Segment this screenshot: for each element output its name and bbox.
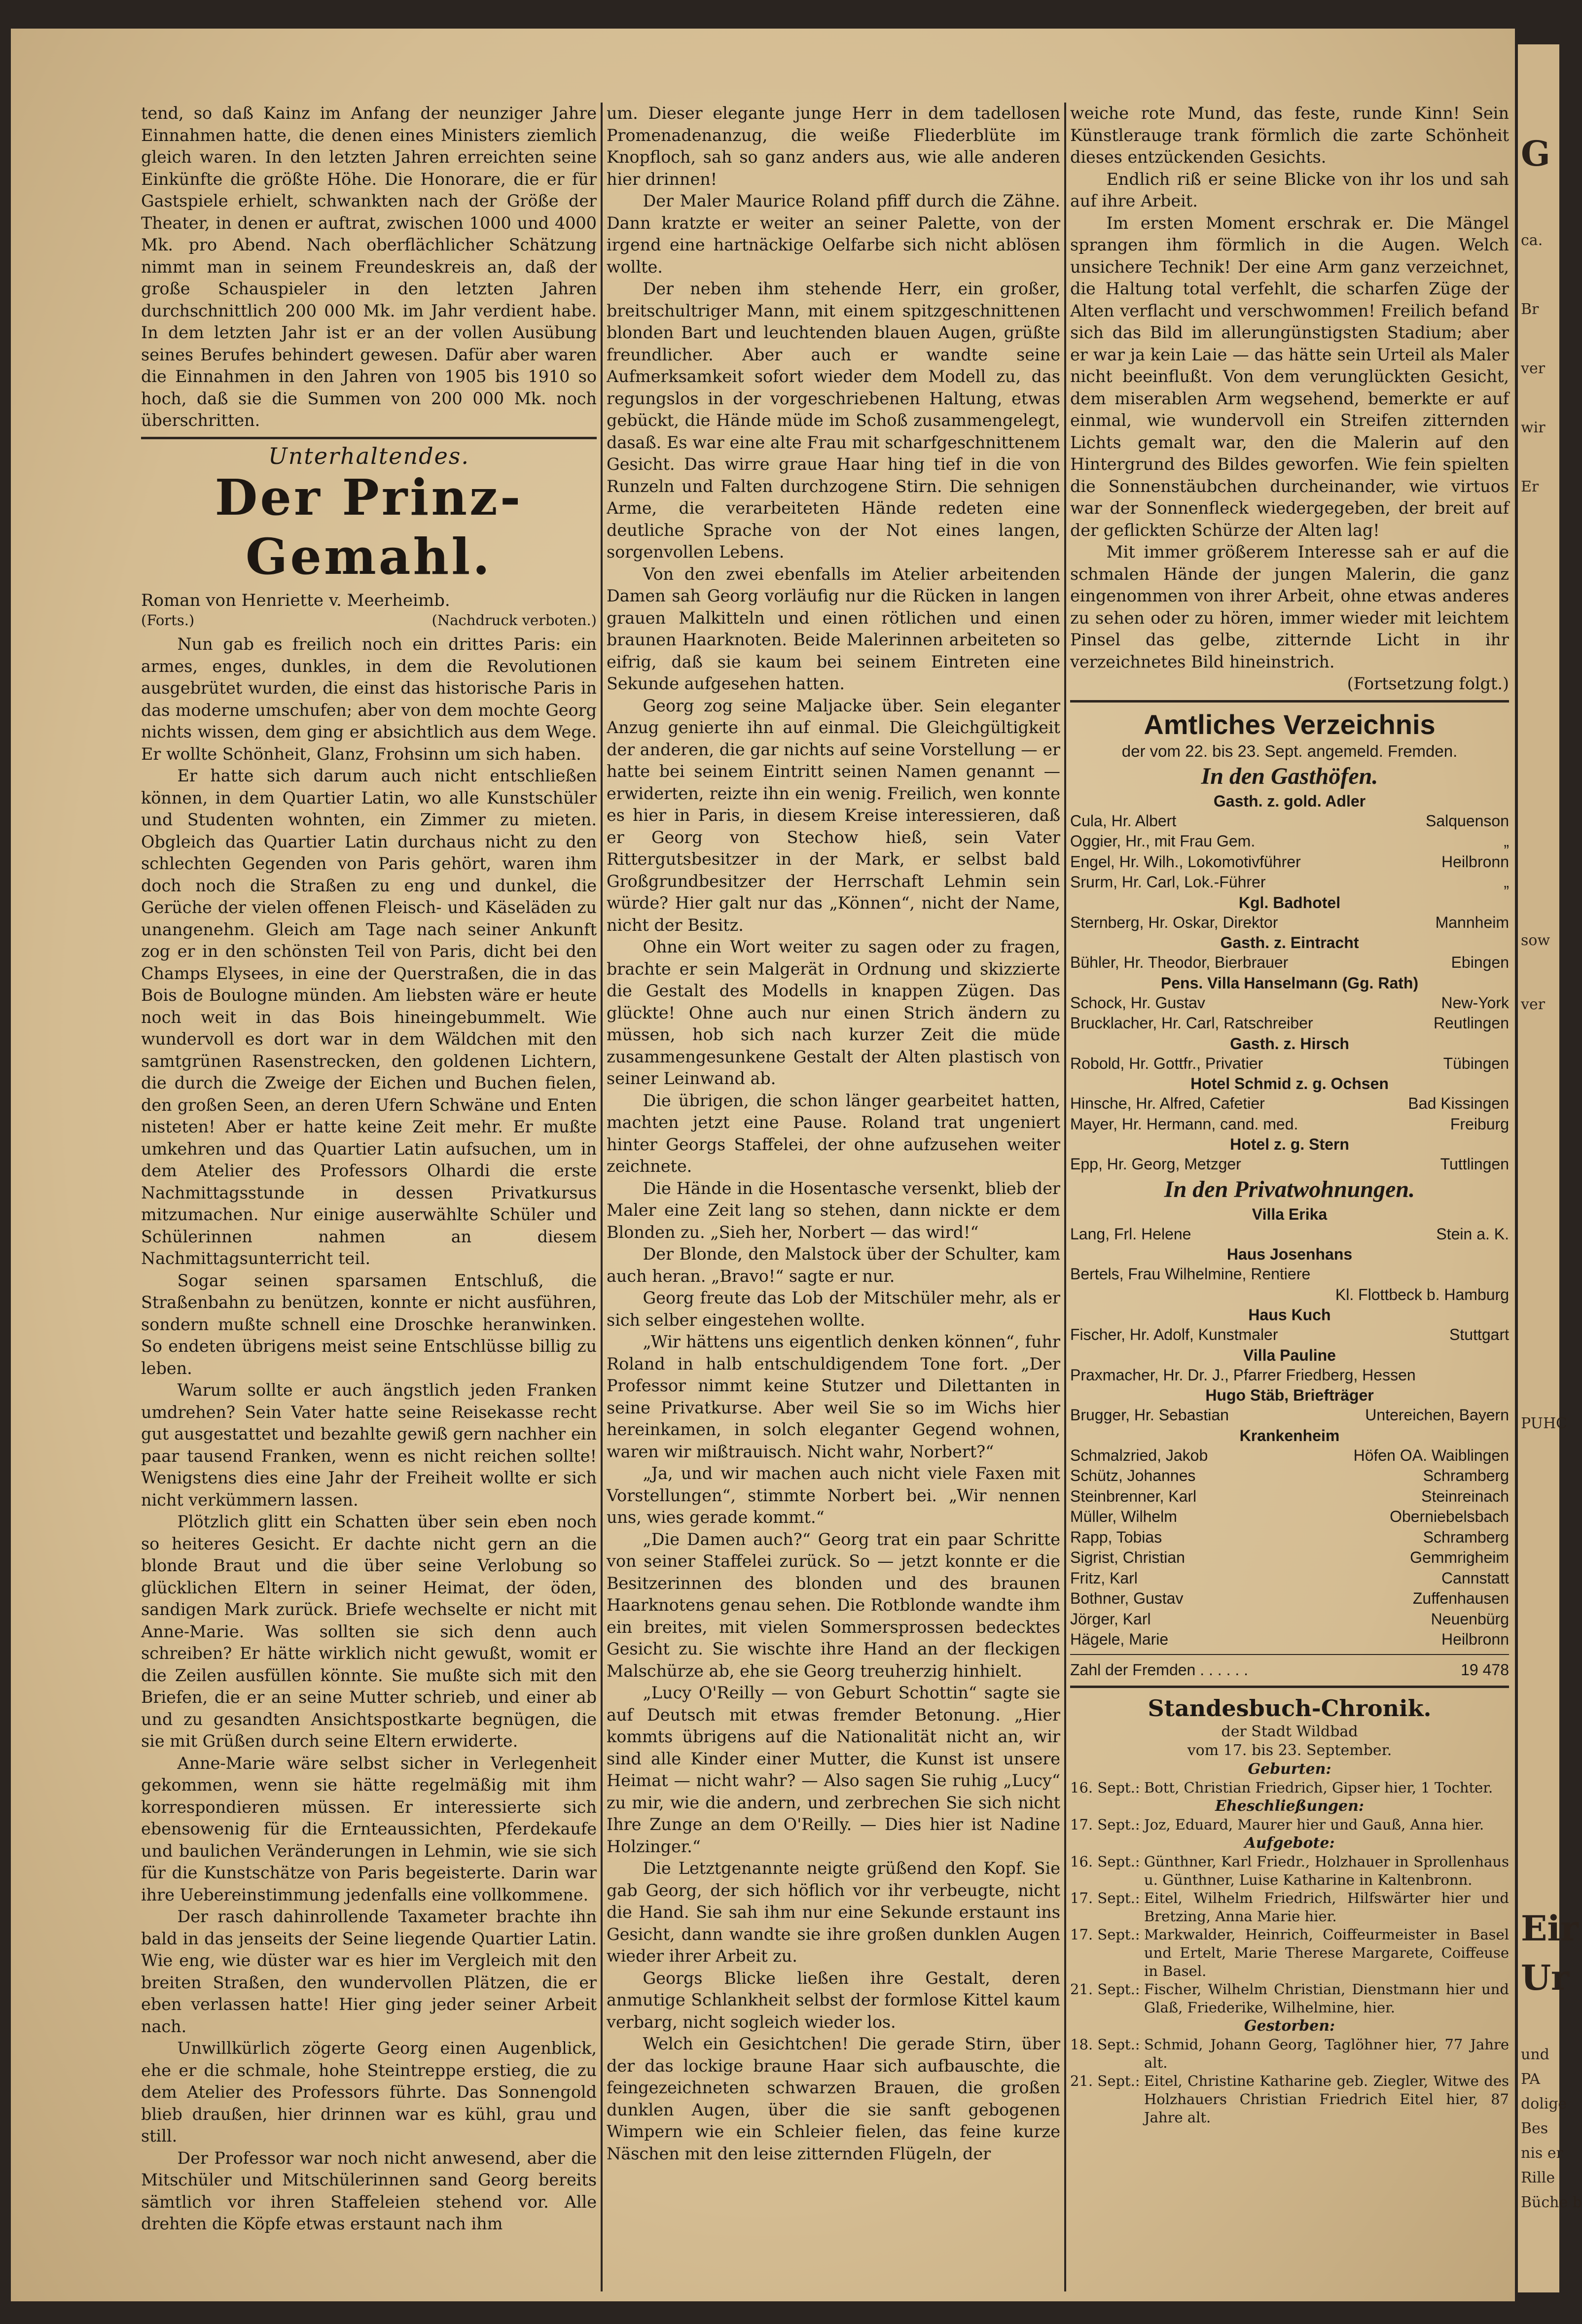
section-divider [1070,700,1509,703]
entry-date: 16. Sept.: [1070,1853,1140,1870]
register-hotel-name: Villa Erika [1252,1205,1328,1223]
guest-name: Schütz, Johannes [1070,1467,1196,1484]
register-row [1070,1224,1509,1245]
register-row [1070,1629,1509,1650]
paragraph: „Wir hättens uns eigentlich denken können“, fuhr Roland in halb entschuldigendem Tone fort. „Der Professor nimmt keine Stutzer und Dilettanten in seine Privatkurse. Aber weil Sie so im Wichs hier hereinkamen, in solch eleganter Gegend wohnen, waren wir mißtrauisch. Nicht wahr, Norbert?“ [607,1332,1060,1461]
adjacent-page-fragment: wir [1521,419,1546,436]
chronicle-entry [1070,1889,1509,1926]
paragraph: Der Blonde, den Malstock über der Schulter, kam auch heran. „Bravo!“ sagte er nur. [607,1244,1060,1286]
guest-origin: Gemmrigheim [1410,1549,1509,1566]
chronicle-entry [1070,1980,1509,2017]
guest-name: Sternberg, Hr. Oskar, Direktor [1070,913,1278,931]
adjacent-page-edge [1518,44,1582,2292]
guest-name: Mayer, Hr. Hermann, cand. med. [1070,1115,1298,1133]
guest-name: Fritz, Karl [1070,1569,1138,1587]
register-hotel-name: Krankenheim [1239,1426,1340,1444]
register-private-list [1070,1204,1509,1650]
paragraph: Er hatte sich darum auch nicht entschließen können, in dem Quartier Latin, wo alle Kunstschüler und Studenten wohnten, ein Zimmer zu mieten. Obgleich das Quartier Latin durchaus nicht zu den schlechten Gegenden von Paris gehört, waren ihm doch noch die Straßen zu eng und dunkel, die Gerüche der vielen offenen Fleisch- und Käseläden zu unangenehm. Gleich am Tage nach seiner Ankunft zog er in den schönsten Teil von Paris, dicht bei den Champs Elysees, in eine der Querstraßen, die in das Bois de Boulogne münden. Am liebsten wäre er heute noch weit in das Bois hineingebummelt. Wie wundervoll es dort war in dem Wäldchen mit den samtgrünen Rasenstrecken, den goldenen Lichtern, die durch die Zweige der Eichen und Buchen fielen, den großen Seen, an deren Ufern Schwäne und Enten nisteten! Aber er hatte keine Zeit mehr. Er mußte umkehren und das Quartier Latin aufsuchen, um in dem Atelier des Professors Olhardi die erste Nachmittagsstunde in dessen Privatkursus mitzumachen. Nur einige auserwählte Schüler und Schülerinnen nahmen an diesem Nachmittagsunterricht teil. [141,766,597,1268]
guest-name: Bühler, Hr. Theodor, Bierbrauer [1070,953,1289,971]
register-hotel-list [1070,791,1509,1175]
guest-name: Oggier, Hr., mit Frau Gem. [1070,832,1256,850]
paragraph: Ohne ein Wort weiter zu sagen oder zu fragen, brachte er sein Malgerät in Ordnung und skizzierte die Gestalt des Modells in knappen Zügen. Das glückte! Ohne auch nur einen Strich ändern zu müssen, hob sich nach kurzer Zeit die müde zusammengesunkene Gestalt der Alten plastisch von seiner Leinwand ab. [607,937,1060,1088]
civil-registry-chronicle [1070,1694,1509,2127]
paragraph: tend, so daß Kainz im Anfang der neunziger Jahre Einnahmen hatte, die denen eines Ministers ziemlich gleich waren. In den letzten Jahren erreichten seine Einkünfte die größte Höhe. Die Honorare, die er für Gastspiele erhielt, schwankten nach der Größe der Theater, in denen er auftrat, zwischen 1000 und 4000 Mk. pro Abend. Nach oberflächlicher Schätzung nimmt man in seinem Freundeskreis an, daß der große Schauspieler in den letzten Jahren durchschnittlich 200 000 Mk. im Jahr verdient habe. In dem letzten Jahr ist er an der vollen Ausübung seines Berufes behindert gewesen. Dafür aber waren die Einnahmen in den Jahren von 1905 bis 1910 so hoch, daß sie die Summen von 200 000 Mk. noch überschritten. [141,104,597,430]
entry-text: Eitel, Wilhelm Friedrich, Hilfswärter hier und Bretzing, Anna Marie hier. [1144,1889,1509,1925]
guest-name: Cula, Hr. Albert [1070,811,1177,830]
divider [1070,1654,1509,1655]
adjacent-page-fragment: Br [1521,301,1539,318]
paragraph: Georg freute das Lob der Mitschüler mehr, als er sich selber eingestehen wollte. [607,1288,1060,1330]
paragraph: „Die Damen auch?“ Georg trat ein paar Schritte von seiner Staffelei zurück. So — jetzt konnte er die Besitzerinnen des blonden und des braunen Haarknotens genau sehen. Die Rotblonde wandte ihm ein breites, mit vielen Sommersprossen bedecktes Gesicht zu. Sie wischte ihre Hand an der fleckigen Malschürze ab, ehe sie Georg treuherzig hinhielt. [607,1529,1060,1681]
register-hotel-name: Gasth. z. Eintracht [1220,934,1359,951]
entry-text: Joz, Eduard, Maurer hier und Gauß, Anna hier. [1144,1816,1484,1833]
guest-name: Engel, Hr. Wilh., Lokomotivführer [1070,852,1301,871]
story-byline: Roman von Henriette v. Meerheimb. [141,591,450,610]
guest-name: Steinbrenner, Karl [1070,1487,1197,1505]
register-row [1070,1548,1509,1568]
entry-date: 16. Sept.: [1070,1779,1140,1796]
adjacent-page-fragment: ca. [1521,232,1543,249]
entry-text: Fischer, Wilhelm Christian, Dienstmann hier und Glaß, Friederike, Wilhelmine, hier. [1144,1980,1509,2016]
guest-name: Jörger, Karl [1070,1610,1151,1628]
guest-name: Fischer, Hr. Adolf, Kunstmaler [1070,1326,1278,1343]
adjacent-page-fragment: G [1521,133,1550,174]
entry-date: 17. Sept.: [1070,1926,1140,1943]
register-row [1070,1013,1509,1034]
guest-origin: Neuenbürg [1431,1610,1509,1628]
register-row [1070,1486,1509,1507]
guest-origin: New-York [1441,993,1509,1012]
register-hotel-name: Haus Kuch [1248,1306,1331,1324]
story-text [607,190,1060,2165]
register-hotel-name: Gasth. z. gold. Adler [1213,792,1366,810]
guest-name: Lang, Frl. Helene [1070,1225,1191,1243]
continued-note: (Forts.) [141,612,195,629]
register-row [1070,831,1509,852]
register-hotel-name: Hugo Stäb, Briefträger [1205,1386,1374,1404]
guest-origin: Salquenson [1425,811,1509,830]
paragraph: Der neben ihm stehende Herr, ein großer, breitschultriger Mann, mit einem spitzgeschnittenen blonden Bart und leuchtenden blauen Augen, grüßte freundlicher. Aber auch er wandte seine Aufmerksamkeit sofort wieder dem Modell zu, das regungslos in der vorgeschriebenen Haltung, etwas gebückt, die Hände müde im Schoß zusammengelegt, dasaß. Es war eine alte Frau mit scharfgeschnittenem Gesicht. Das wirre graue Haar hing tief in die von Runzeln und Falten durchzogene Stirn. Die sehnigen Arme, die verarbeiteten Hände redeten eine deutliche Sprache von der Not eines langen, sorgenvollen Lebens. [607,279,1060,562]
register-row [1070,993,1509,1014]
paragraph: Der Professor war noch nicht anwesend, aber die Mitschüler und Mitschülerinnen sand Georg bereits sämtlich vor ihren Staffeleien stehend vor. Alle drehten die Köpfe etwas erstaunt nach ihm [141,2148,597,2233]
adjacent-page-fragment: ver [1521,996,1546,1013]
register-row [1070,852,1509,873]
guest-origin: Tuttlingen [1440,1155,1509,1173]
register-hotel-name: Haus Josenhans [1226,1245,1353,1263]
entry-text: Markwalder, Heinrich, Coiffeurmeister in Basel und Ertelt, Marie Therese Margarete, Coiffeuse in Basel. [1144,1926,1509,1979]
register-hotel-name: Hotel z. g. Stern [1230,1135,1349,1153]
adjacent-page-fragment: sow [1521,932,1550,949]
paragraph: Der rasch dahinrollende Taxameter brachte ihn bald in das jenseits der Seine liegende Quartier Latin. Wie eng, wie düster war es hier im Vergleich mit den breiten Straßen, den wundervollen Plätzen, die er eben verlassen hatte! Hier ging jeder seiner Arbeit nach. [141,1907,597,2036]
register-row [1070,1609,1509,1630]
guest-name: Müller, Wilhelm [1070,1508,1177,1525]
register-row [1070,811,1509,832]
paragraph: Sogar seinen sparsamen Entschluß, die Straßenbahn zu benützen, konnte er nicht ausführen, sondern mußte schnell eine Droschke heranwinken. So endeten übrigens meist seine Entschlüsse billig zu leben. [141,1270,597,1378]
guest-origin: Freiburg [1450,1115,1509,1133]
chronicle-sections [1070,1760,1509,2127]
register-row [1070,1285,1509,1305]
chronicle-subtitle: der Stadt Wildbad [1221,1723,1358,1740]
paragraph: Endlich riß er seine Blicke von ihr los und sah auf ihre Arbeit. [1070,169,1509,211]
register-hotel-name: Villa Pauline [1243,1346,1336,1364]
adjacent-page-fragment: Büche b [1521,2194,1582,2211]
guest-name: Bothner, Gustav [1070,1589,1184,1607]
paragraph: Der Maler Maurice Roland pfiff durch die Zähne. Dann kratzte er weiter an seiner Palette, von der irgend eine hartnäckige Oelfarbe sich nicht ablösen wollte. [607,191,1060,277]
paragraph: Nun gab es freilich noch ein drittes Paris: ein armes, enges, dunkles, in dem die Revolutionen ausgebrütet wurden, die einst das historische Paris in das moderne umschufen; aber von dem mochte Georg nichts wissen, dem ging er absichtlich aus dem Wege. Er wollte Schönheit, Glanz, Frohsinn um sich haben. [141,634,597,764]
newspaper-page [11,29,1515,2301]
register-title: Amtliches Verzeichnis [1144,708,1436,740]
byline-notes [141,611,597,630]
entry-date: 18. Sept.: [1070,2036,1140,2053]
continued-note: (Fortsetzung folgt.) [1347,674,1509,693]
register-row [1070,1054,1509,1074]
adjacent-page-fragment: Bes [1521,2120,1548,2137]
section-divider [1070,1686,1509,1688]
guest-origin: „ [1504,832,1509,850]
adjacent-page-fragment: Rille [1521,2169,1555,2186]
story-title: Der Prinz-Gemahl. [215,468,523,586]
register-row [1070,1325,1509,1345]
register-row [1070,1154,1509,1175]
adjacent-page-fragment: PA [1521,2071,1541,2088]
paragraph: um. Dieser elegante junge Herr in dem tadellosen Promenadenanzug, die weiße Fliederblüte im Knopfloch, sah so ganz anders aus, wie alle anderen hier drinnen! [607,104,1060,189]
column-1 [141,103,597,2235]
register-hotel-name: Pens. Villa Hanselmann (Gg. Rath) [1160,974,1419,992]
register-row [1070,1466,1509,1486]
guest-name: Hägele, Marie [1070,1630,1169,1648]
adjacent-page-fragment: Ur [1521,1957,1569,1998]
article-continuation [141,103,597,432]
guest-origin: Kl. Flottbeck b. Hamburg [1335,1285,1509,1303]
paragraph: weiche rote Mund, das feste, runde Kinn! Sein Künstlerauge trank förmlich die zarte Schönheit dieses entzückenden Gesichts. [1070,104,1509,167]
register-hotel-name: Gasth. z. Hirsch [1230,1034,1349,1053]
section-label: Unterhaltendes. [268,442,470,469]
chronicle-category: Geburten: [1248,1760,1331,1778]
chronicle-category: Eheschließungen: [1215,1797,1364,1815]
adjacent-page-fragment: Er [1521,478,1539,495]
guest-origin: Oberniebelsbach [1390,1508,1509,1525]
guest-name: Sigrist, Christian [1070,1549,1185,1566]
column-rule [601,103,603,2291]
register-row [1070,872,1509,893]
register-row [1070,1114,1509,1135]
copyright-note: (Nachdruck verboten.) [431,612,597,629]
column-2 [607,103,1060,2165]
chronicle-title: Standesbuch-Chronik. [1148,1694,1432,1722]
adjacent-page-fragment: dolige [1521,2095,1567,2113]
guest-name: Brucklacher, Hr. Carl, Ratschreiber [1070,1014,1313,1032]
entry-text: Schmid, Johann Georg, Taglöhner hier, 77 Jahre alt. [1144,2036,1509,2071]
guest-origin: Zuffenhausen [1412,1589,1509,1607]
guest-name: Epp, Hr. Georg, Metzger [1070,1155,1241,1173]
paragraph: Im ersten Moment erschrak er. Die Mängel sprangen ihm förmlich in die Augen. Welch unsichere Technik! Der eine Arm ganz verzeichnet, die Haltung total verfehlt, die scharfen Züge der Alten verflacht und verschwommen! Freilich befand sich das Bild im allerungünstigsten Stadium; aber er war ja kein Laie — das hätte sein Urteil als Maler nicht beeinflußt. Von dem verunglückten Gesicht, dem miserablen Arm wegsehend, bemerkte er auf einmal, wie wundervoll ein Streifen zitternden Lichts gemalt war, den die Malerin auf den Hintergrund des Bildes geworfen. Wie fein spielten die Sonnenstäubchen durcheinander, wie virtuos war der Sonnenfleck wiedergegeben, der breit auf der geflickten Schürze der Alten lag! [1070,213,1509,540]
entry-text: Eitel, Christine Katharine geb. Ziegler, Witwe des Holzhauers Christian Friedrich Eitel hier, 87 Jahre alt. [1144,2072,1509,2126]
adjacent-page-fragment: nis er [1521,2145,1563,2162]
paragraph: Die übrigen, die schon länger gearbeitet hatten, machten jetzt eine Pause. Roland trat ungeniert hinter Georgs Staffelei, der ohne aufzusehen weiter zeichnete. [607,1091,1060,1176]
guest-name: Praxmacher, Hr. Dr. J., Pfarrer Friedberg, Hessen [1070,1366,1416,1384]
register-row [1070,1588,1509,1609]
register-group-hotels: In den Gasthöfen. [1201,763,1378,789]
entry-date: 21. Sept.: [1070,2072,1140,2089]
register-hotel-name: Hotel Schmid z. g. Ochsen [1190,1075,1389,1092]
paragraph: „Ja, und wir machen auch nicht viele Faxen mit Vorstellungen“, stimmte Norbert bei. „Wir nennen uns, wies gerade kommt.“ [607,1464,1060,1527]
chronicle-entry [1070,1816,1509,1834]
chronicle-category: Aufgebote: [1244,1834,1335,1852]
paragraph: Von den zwei ebenfalls im Atelier arbeitenden Damen sah Georg vorläufig nur die Rücken in langen grauen Malkitteln und einen rötlichen und einen braunen Haarknoten. Beide Malerinnen arbeiteten so eifrig, daß sie kaum bei seinem Eintreten eine Sekunde aufgesehen hatten. [607,564,1060,693]
guest-origin: „ [1504,873,1509,891]
guest-origin: Ebingen [1451,953,1509,971]
guest-origin: Höfen OA. Waiblingen [1353,1446,1509,1464]
guest-register [1070,708,1509,1681]
guest-name: Srurm, Hr. Carl, Lok.-Führer [1070,873,1266,891]
register-hotel-name: Kgl. Badhotel [1238,893,1341,912]
register-row [1070,1445,1509,1466]
guest-name: Rapp, Tobias [1070,1528,1162,1546]
paragraph: Unwillkürlich zögerte Georg einen Augenblick, ehe er die schmale, hohe Steintreppe erstieg, die zu dem Atelier des Professors führte. Das Sonnengold blieb draußen, hier drinnen war es kühl, grau und still. [141,2039,597,2146]
paragraph: Warum sollte er auch ängstlich jeden Franken umdrehen? Sein Vater hatte seine Reisekasse recht gut ausgestattet und bezahlte gewiß gern nachher ein paar tausend Franken, wenn es nicht reichen sollte! Wenigstens dies eine Jahr der Freiheit wollte er sich nicht verkümmern lassen. [141,1380,597,1510]
register-group-private: In den Privatwohnungen. [1164,1176,1415,1202]
entry-date: 21. Sept.: [1070,1980,1140,1998]
entry-text: Günthner, Karl Friedr., Holzhauer in Sprollenhaus u. Günthner, Luise Katharine in Kaltenbronn. [1144,1853,1509,1888]
guest-origin: Heilbronn [1441,1630,1509,1648]
chronicle-category: Gestorben: [1244,2017,1335,2035]
guest-origin: Stein a. K. [1436,1225,1509,1243]
guest-name: Robold, Hr. Gottfr., Privatier [1070,1054,1263,1072]
register-row [1070,1527,1509,1548]
adjacent-page-fragment: Eir [1521,1908,1579,1949]
register-row [1070,1405,1509,1426]
adjacent-page-fragment: und [1521,2046,1549,2063]
story-text [1070,169,1509,673]
guest-origin: Heilbronn [1441,852,1509,871]
register-row [1070,913,1509,933]
guest-origin: Reutlingen [1434,1014,1509,1032]
entry-text: Bott, Christian Friedrich, Gipser hier, 1 Tochter. [1144,1779,1493,1796]
paragraph: Die Letztgenannte neigte grüßend den Kopf. Sie gab Georg, der sich höflich vor ihr verbeugte, nicht die Hand. Sie sah ihm nur eine Sekunde erstaunt ins Gesicht, dann wandte sie ihre großen dunklen Augen wieder ihrer Arbeit zu. [607,1859,1060,1966]
register-row [1070,1365,1509,1386]
guest-origin: Mannheim [1435,913,1509,931]
guest-name: Schock, Hr. Gustav [1070,993,1205,1012]
adjacent-page-fragment: ver [1521,360,1546,377]
paragraph: Georg zog seine Maljacke über. Sein eleganter Anzug genierte ihn auf einmal. Die Gleichgültigkeit der anderen, die gar nichts auf seine Vorstellung — er hatte bei seinem Eintritt seinen Namen genannt — erwiderten, reizte ihn ein wenig. Freilich, wen konnte es hier in Paris, in diesem Kreise interessieren, daß er Georg von Stechow hieß, sein Vater Rittergutsbesitzer in der Mark, er selbst bald Großgrundbesitzer der Herrschaft Lehmin sein würde? Hier galt nur das „Können“, nicht der Name, nicht der Besitz. [607,696,1060,935]
story-text [141,634,597,2235]
guest-origin: Untereichen, Bayern [1365,1406,1509,1424]
register-row [1070,1264,1509,1285]
guest-origin: Tübingen [1443,1054,1509,1072]
guest-origin: Schramberg [1423,1467,1509,1484]
guest-origin: Bad Kissingen [1408,1094,1509,1112]
guest-name: Schmalzried, Jakob [1070,1446,1208,1464]
register-row [1070,1093,1509,1114]
adjacent-page-fragment: PUHC [1521,1415,1568,1432]
chronicle-entry [1070,1926,1509,1980]
entry-date: 17. Sept.: [1070,1889,1140,1906]
entry-date: 17. Sept.: [1070,1816,1140,1833]
register-row [1070,952,1509,973]
total-value: 19 478 [1461,1660,1509,1679]
section-divider [141,437,597,439]
chronicle-entry [1070,2072,1509,2127]
chronicle-entry [1070,1853,1509,1889]
guest-origin: Schramberg [1423,1528,1509,1546]
guest-origin: Stuttgart [1449,1326,1509,1343]
register-subtitle: der vom 22. bis 23. Sept. angemeld. Fremden. [1121,741,1458,760]
total-label: Zahl der Fremden . . . . . . [1070,1660,1249,1679]
paragraph: Welch ein Gesichtchen! Die gerade Stirn, über der das lockige braune Haar sich aufbauschte, die feingezeichneten schwarzen Brauen, die großen dunklen Augen, über die sie sanft gebogenen Wimpern wie ein Schleier fielen, das feine kurze Näschen mit den leise zitternden Flügeln, der [607,2034,1060,2163]
paragraph: Die Hände in die Hosentasche versenkt, blieb der Maler eine Zeit lang so stehen, dann nickte er dem Blonden zu. „Sieh her, Norbert — das wird!“ [607,1178,1060,1242]
chronicle-entry [1070,1779,1509,1797]
column-rule [1064,103,1066,2291]
register-row [1070,1568,1509,1589]
register-row [1070,1507,1509,1527]
guest-origin: Steinreinach [1421,1487,1509,1505]
register-total [1070,1659,1509,1681]
chronicle-entry [1070,2036,1509,2072]
paragraph: Plötzlich glitt ein Schatten über sein eben noch so heiteres Gesicht. Er dachte nicht gern an die blonde Braut und die über seine Verlobung so glücklichen Eltern in seiner Heimat, der öden, sandigen Mark zurück. Briefe wechselte er nicht mit Anne-Marie. Was sollten sie sich denn auch schreiben? Er hätte wirklich nicht gewußt, womit er die Zeilen ausfüllen könnte. Sie mußte sich mit den Briefen, die er an seine Mutter schrieb, und einer ab und zu gesandten Ansichtspostkarte begnügen, die sie mit Grüßen durch seine Eltern erwiderte. [141,1512,597,1751]
guest-name: Brugger, Hr. Sebastian [1070,1406,1229,1424]
guest-origin: Cannstatt [1441,1569,1509,1587]
column-3 [1070,103,1509,2127]
chronicle-period: vom 17. bis 23. September. [1187,1741,1392,1759]
paragraph: Georgs Blicke ließen ihre Gestalt, deren anmutige Schlankheit selbst der formlose Kittel kaum verbarg, nicht sogleich wieder los. [607,1968,1060,2032]
paragraph: Mit immer größerem Interesse sah er auf die schmalen Hände der jungen Malerin, die ganz eingenommen von ihrer Arbeit, ohne etwas anderes zu sehen oder zu hören, immer wieder mit leichtem Pinsel das gelbe, zitternde Licht in ihr verzeichnetes Bild hineinstrich. [1070,542,1509,671]
guest-name: Bertels, Frau Wilhelmine, Rentiere [1070,1265,1311,1283]
guest-name: Hinsche, Hr. Alfred, Cafetier [1070,1094,1265,1112]
paragraph: „Lucy O'Reilly — von Geburt Schottin“ sagte sie auf Deutsch mit etwas fremder Betonung. „Hier kommts übrigens auf die Nationalität nicht an, wir sind alle Kinder einer Mutter, die Kunst ist unsere Heimat — nicht wahr? — Also sagen Sie ruhig „Lucy“ zu mir, wie die andern, und zerbrechen Sie sich nicht Ihre Zunge an dem O'Reilly. — Dies hier ist Nadine Holzinger.“ [607,1683,1060,1856]
paragraph: Anne-Marie wäre selbst sicher in Verlegenheit gekommen, wenn sie hätte regelmäßig mit ihm korrespondieren müssen. Er interessierte sich ebensowenig für die Ernteaussichten, Pferdekaufe und baulichen Veränderungen in Lehmin, wie sie sich für die Kunstschätze von Paris begeisterte. Darin war ihre Uebereinstimmung jedenfalls eine vollkommene. [141,1753,597,1904]
